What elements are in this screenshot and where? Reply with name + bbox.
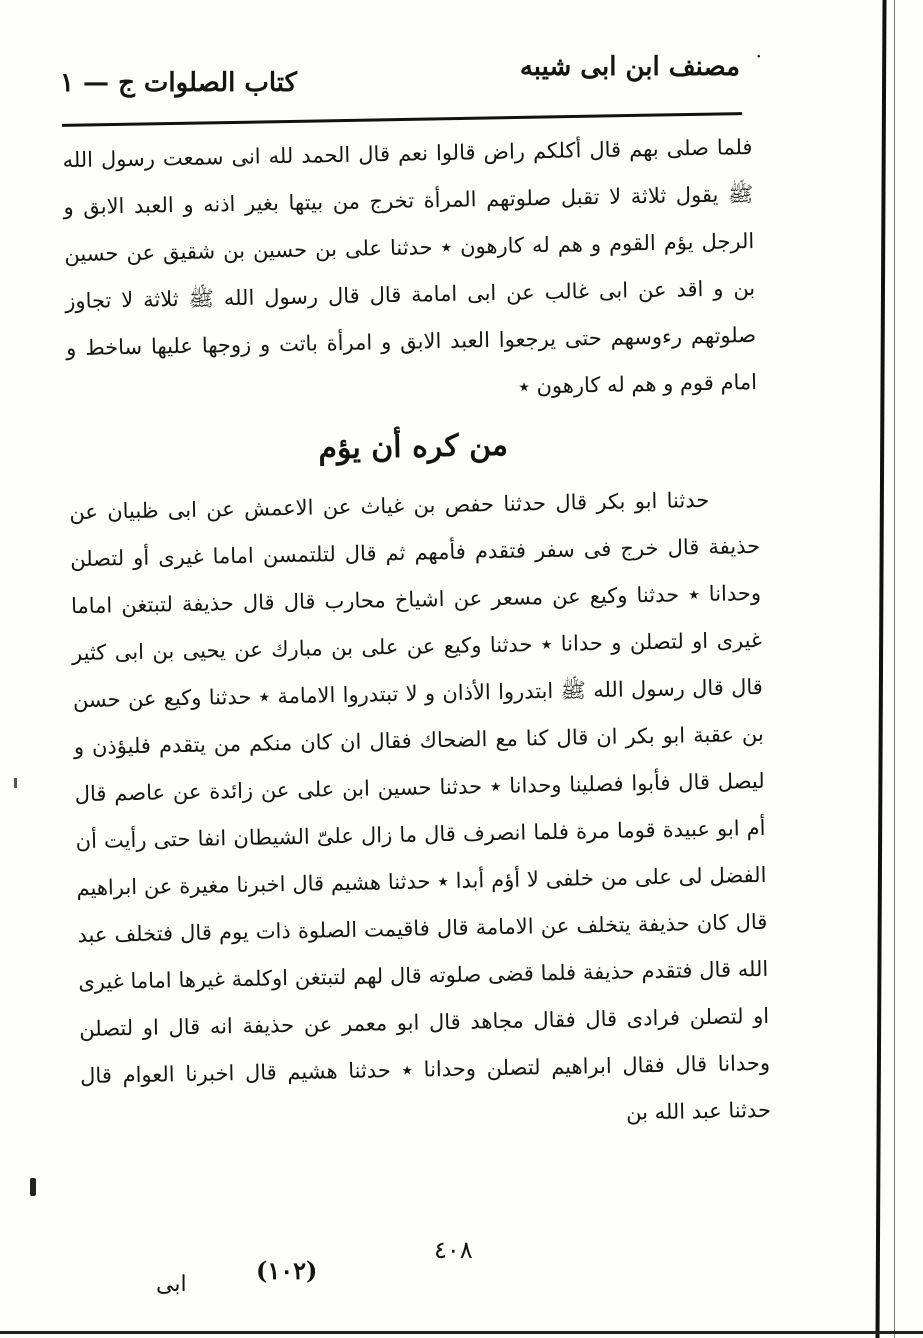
catchword: ابى [156,1272,187,1297]
text-paragraph: حدثنا ابو بكر قال حدثنا حفص بن غياث عن الاعمش عن ابى ظبيان عن حذيفة قال خرج فى سفر فتقدم فأمهم ثم قال لتلتمسن اماما غيرى أو لتصلن وحدانا ٭ حدثنا وكيع عن مسعر عن اشياخ محارب قال قال حذيفة لتبتغن اماما غيرى او لتصلن و حدانا ٭ حدثنا وكيع عن على بن مبارك عن يحيى بن ابى كثير قال قال رسول الله ﷺ ابتدروا الأذان و لا تبتدروا الامامة ٭ حدثنا وكيع عن حسن بن عقبة ابو بكر ان قال كنا مع الضحاك فقال ان كان منكم من يتقدم فليؤذن و ليصل قال فأبوا فصلينا وحدانا ٭ حدثنا حسين ابن على عن زائدة عن عاصم قال أم ابو عبيدة قوما مرة فلما انصرف قال ما زال علىّ الشيطان انفا حتى رأيت أن الفضل لى على من خلفى لا أؤم أبدا ٭ حدثنا هشيم قال اخبرنا مغيرة عن ابراهيم قال كان حذيفة يتخلف عن الامامة قال فاقيمت الصلوة ذات يوم قال فتخلف عبد الله قال فتقدم حذيفة فلما قضى صلوته قال لهم لتبتغن اوكلمة غيرها اماما غيرى او لتصلن فرادى قال فقال مجاهد قال ابو معمر عن حذيفة انه قال او لتصلن وحدانا قال فقال ابراهيم لتصلن وحدانا ٭ حدثنا هشيم قال اخبرنا العوام قال حدثنا عبد الله بن [69,487,772,1125]
page-number: ٤٠٨ [434,1236,473,1264]
signature-number: (١٠٢) [256,1256,318,1285]
header-dot: · [755,44,762,68]
page-footer [0,1236,923,1316]
chapter-title: كتاب الصلوات ج — ١ [60,68,298,98]
book-title: مصنف ابن ابى شيبه [519,52,740,82]
page-bottom-edge [0,1331,923,1334]
page-edge-line [894,0,895,1338]
scan-mark [30,1178,36,1196]
page-binding-edge [875,0,886,1338]
scan-speck [14,778,17,788]
text-paragraph: فلما صلى بهم قال أكلكم راض قالوا نعم قال الحمد لله انى سمعت رسول الله ﷺ يقول ثلاثة لا تقبل صلوتهم المرأة تخرج من بيتها بغير اذنه و العبد الابق و الرجل يؤم القوم و هم له كارهون ٭ حدثنا على بن حسين بن شقيق عن حسين بن و اقد عن ابى غالب عن ابى امامة قال قال رسول الله ﷺ ثلاثة لا تجاوز صلوتهم رءوسهم حتى يرجعوا العبد الابق و امرأة باتت و زوجها عليها ساخط و امام قوم و هم له كارهون ٭ [62,134,758,399]
main-text [62,124,771,1147]
running-header [60,40,762,120]
section-heading: من كره أن يؤم [318,427,509,467]
